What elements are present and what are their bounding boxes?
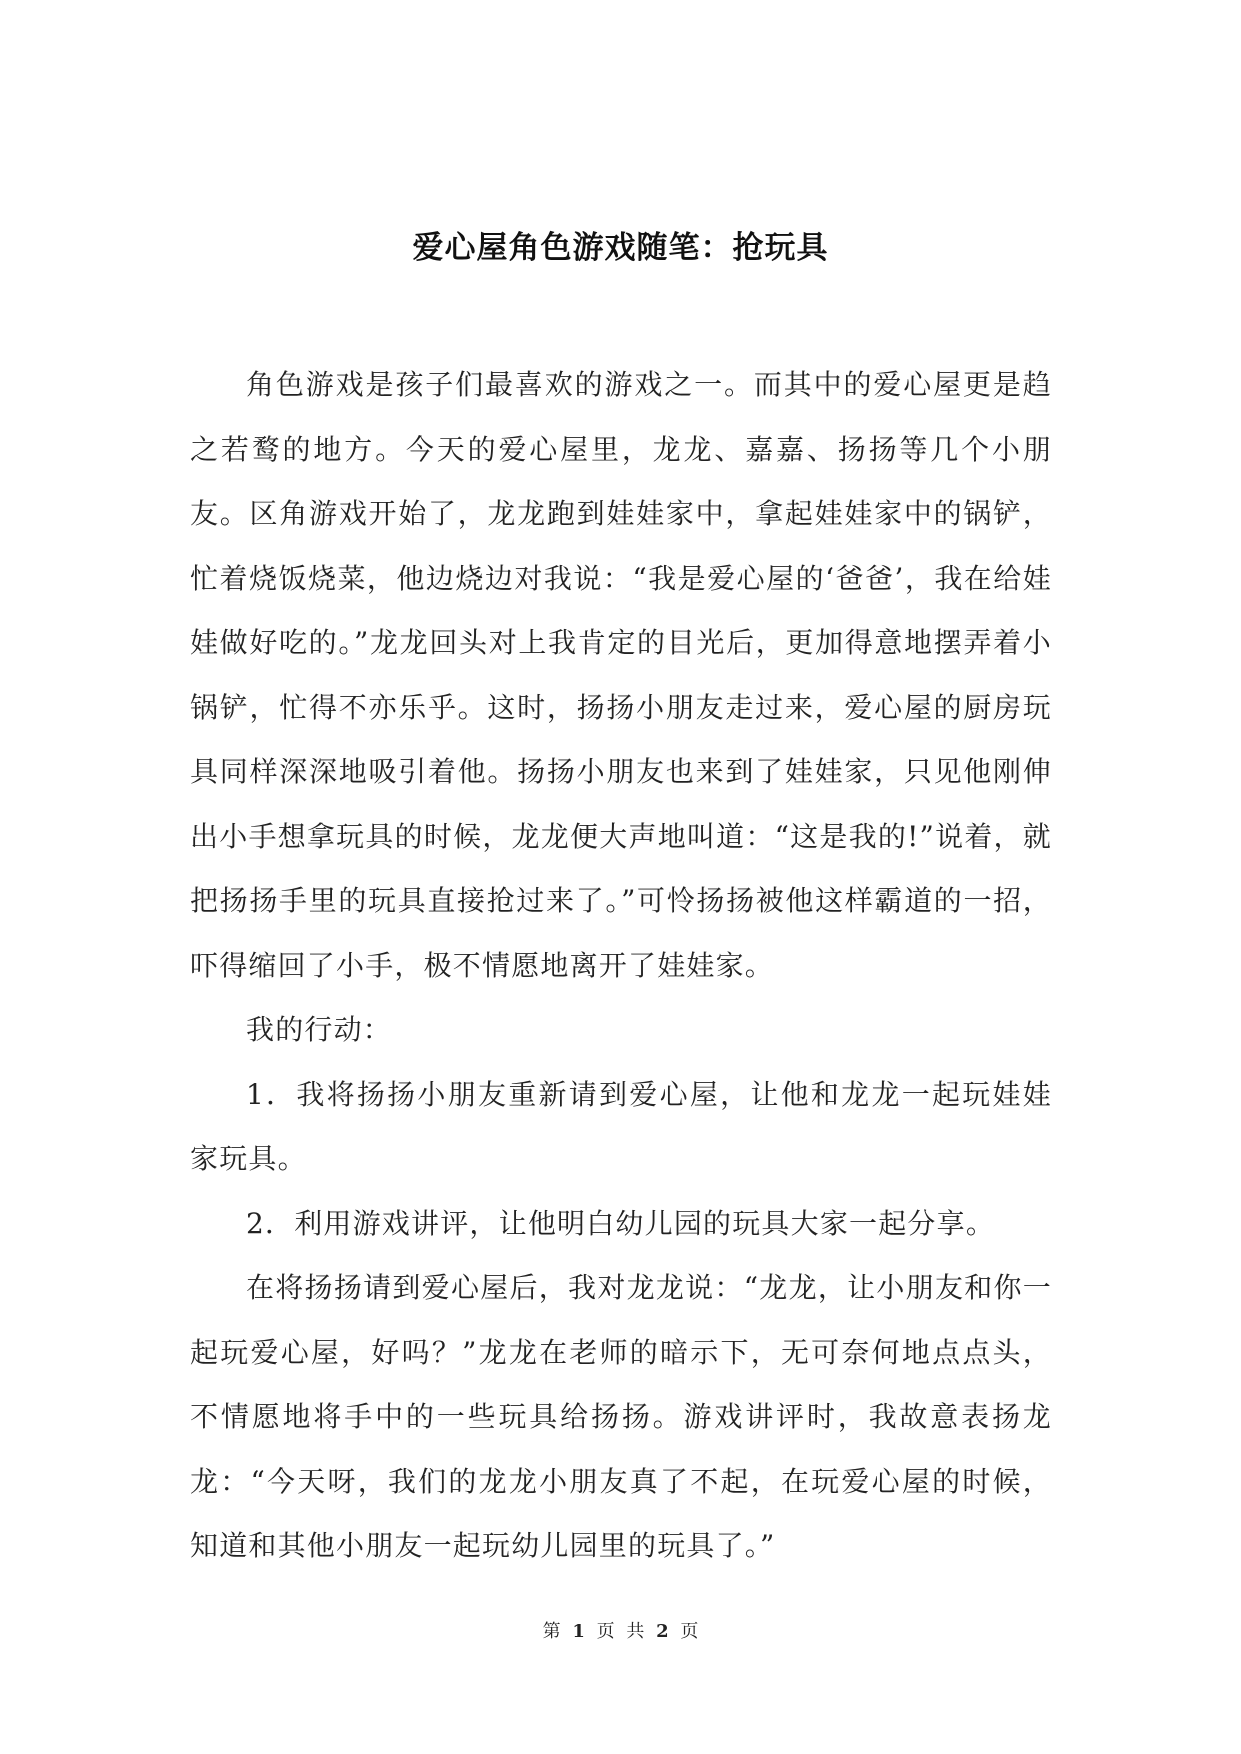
- paragraph-outcome: 在将扬扬请到爱心屋后，我对龙龙说：“龙龙，让小朋友和你一起玩爱心屋，好吗？”龙龙在老师的暗示下，无可奈何地点点头，不情愿地将手中的一些玩具给扬扬。游戏讲评时，我故意表扬龙龙：“今天呀，我们的龙龙小朋友真了不起，在玩爱心屋的时候，知道和其他小朋友一起玩幼儿园里的玩具了。”: [190, 1271, 1052, 1562]
- paragraph-action-1: 1．我将扬扬小朋友重新请到爱心屋，让他和龙龙一起玩娃娃家玩具。: [190, 1077, 1052, 1175]
- footer-suffix: 页: [680, 1621, 699, 1642]
- footer-prefix: 第: [542, 1621, 561, 1642]
- document-title: 爱心屋角色游戏随笔：抢玩具: [412, 230, 829, 266]
- document-body: [190, 353, 1052, 1579]
- footer-current-page: 1: [572, 1621, 585, 1642]
- page-footer: [0, 1617, 1241, 1643]
- paragraph-actions-heading: 我的行动：: [246, 1013, 393, 1046]
- paragraph-action-2: 2．利用游戏讲评，让他明白幼儿园的玩具大家一起分享。: [246, 1206, 996, 1240]
- footer-middle: 页 共: [596, 1621, 645, 1642]
- footer-total-pages: 2: [656, 1621, 669, 1642]
- paragraph-intro: 角色游戏是孩子们最喜欢的游戏之一。而其中的爱心屋更是趋之若鹜的地方。今天的爱心屋里，龙龙、嘉嘉、扬扬等几个小朋友。区角游戏开始了，龙龙跑到娃娃家中，拿起娃娃家中的锅铲，忙着烧饭烧菜，他边烧边对我说：“我是爱心屋的‘爸爸’，我在给娃娃做好吃的。”龙龙回头对上我肯定的目光后，更加得意地摆弄着小锅铲，忙得不亦乐乎。这时，扬扬小朋友走过来，爱心屋的厨房玩具同样深深地吸引着他。扬扬小朋友也来到了娃娃家，只见他刚伸出小手想拿玩具的时候，龙龙便大声地叫道：“这是我的!”说着，就把扬扬手里的玩具直接抢过来了。”可怜扬扬被他这样霸道的一招，吓得缩回了小手，极不情愿地离开了娃娃家。: [190, 368, 1052, 982]
